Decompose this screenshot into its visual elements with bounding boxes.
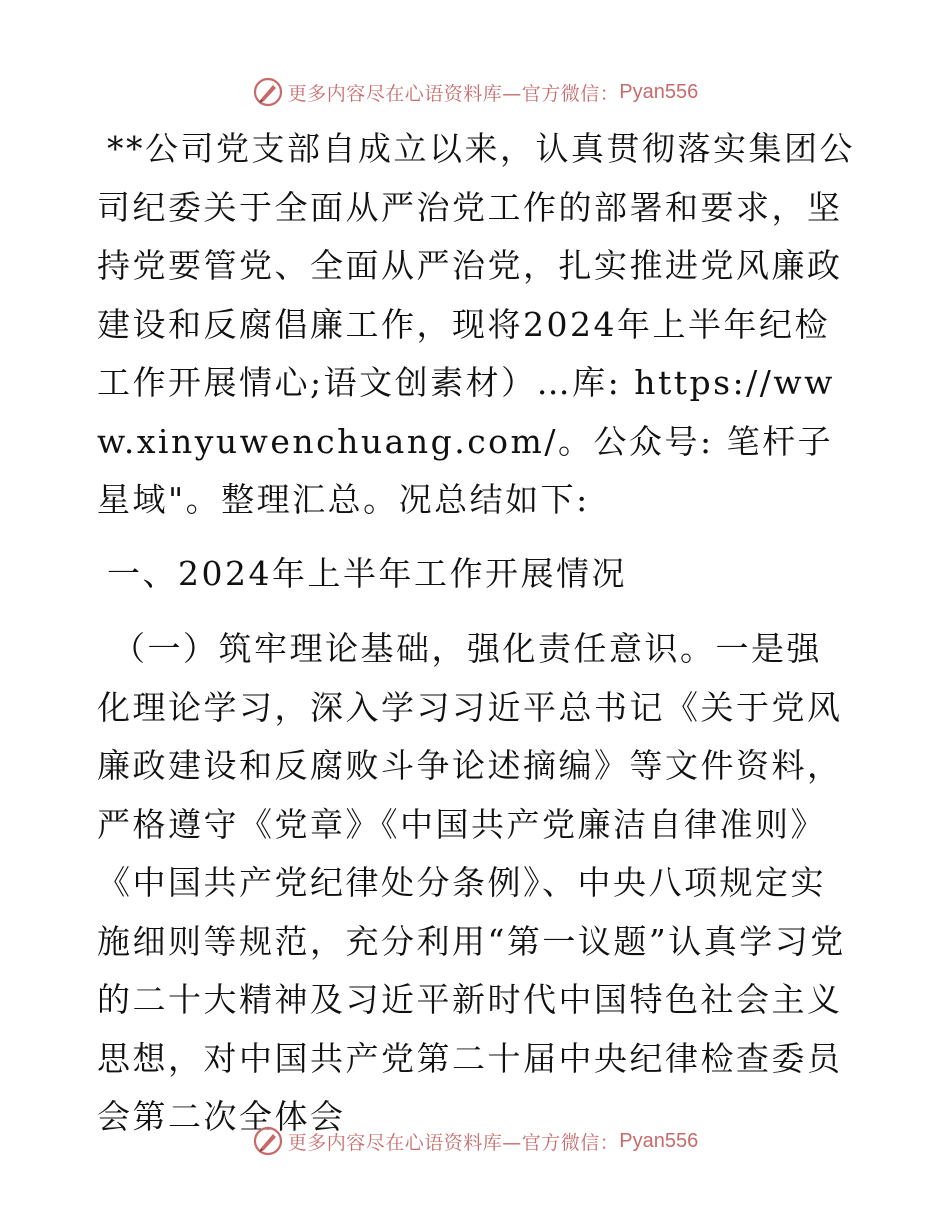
watermark-header — [0, 72, 950, 112]
watermark-wechat-id: Pyan556 — [619, 1129, 699, 1152]
watermark-wechat-id: Pyan556 — [619, 80, 699, 103]
document-body — [97, 120, 857, 1147]
intro-paragraph: **公司党支部自成立以来，认真贯彻落实集团公司纪委关于全面从严治党工作的部署和要求，坚持党要管党、全面从严治党，扎实推进党风廉政建设和反腐倡廉工作，现将2024年上半年纪检工作开展情心;语文创素材）…库: https://www.xinyuwenchuang.com/。公众号: 笔杆子星域"。整理汇总。况总结如下: — [97, 129, 855, 519]
section-heading: 一、2024年上半年工作开展情况 — [107, 553, 627, 593]
pen-logo-icon — [252, 1125, 284, 1157]
watermark-footer — [0, 1121, 950, 1161]
body-paragraph: （一）筑牢理论基础，强化责任意识。一是强化理论学习，深入学习习近平总书记《关于党风廉政建设和反腐败斗争论述摘编》等文件资料，严格遵守《党章》《中国共产党廉洁自律准则》《中国共产党纪律处分条例》、中央八项规定实施细则等规范，充分利用“第一议题”认真学习党的二十大精神及习近平新时代中国特色社会主义思想，对中国共产党第二十届中央纪律检查委员会第二次全体会 — [97, 629, 846, 1136]
watermark-text: 更多内容尽在心语资料库—官方微信： — [287, 82, 620, 105]
watermark-text: 更多内容尽在心语资料库—官方微信： — [287, 1131, 620, 1154]
pen-logo-icon — [252, 76, 284, 108]
